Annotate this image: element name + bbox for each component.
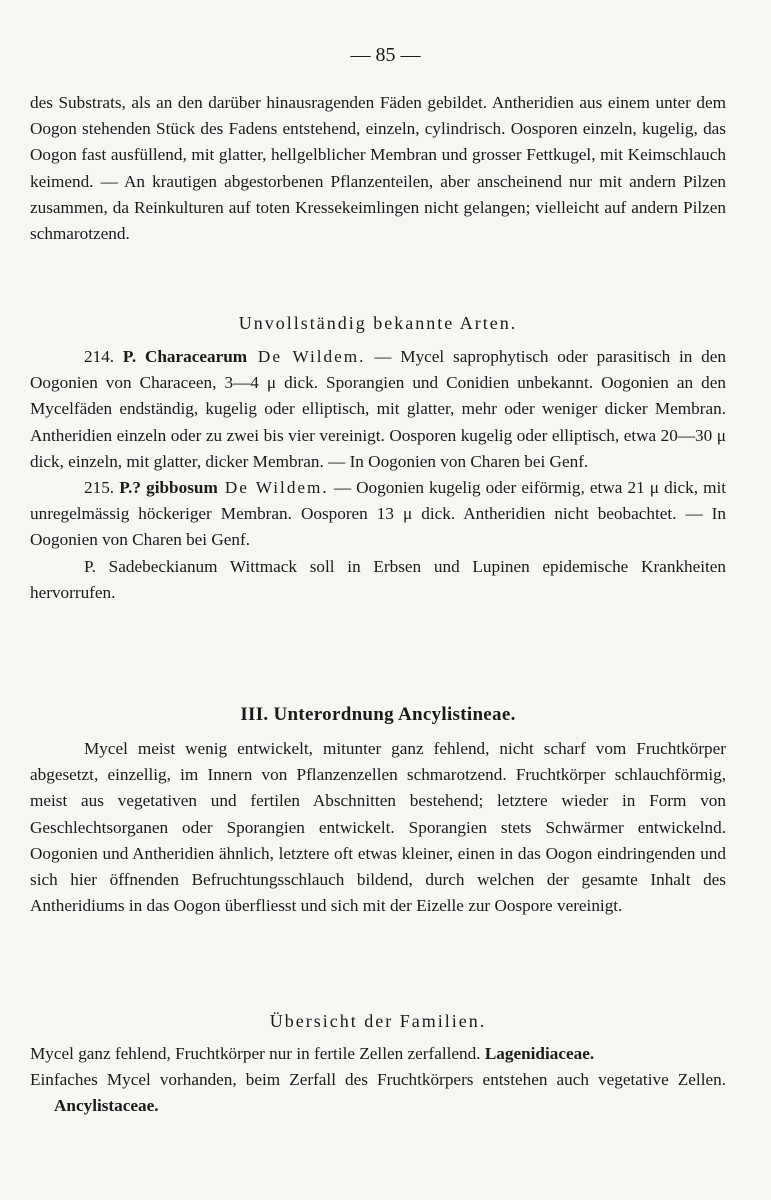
species-215-number: 215. [84, 478, 120, 498]
species-214-number: 214. [84, 347, 123, 366]
species-214-author: De Wildem. [247, 347, 366, 366]
species-215-author: De Wildem. [217, 478, 329, 498]
species-215-description: — Oogonien kugelig oder eiförmig, etwa 21 μ dick, mit unregelmässig höckeriger Membran. Oosporen 13 μ dick. Antheridien nicht beobachtet. — In Oogonien von Charen bei Genf. [30, 478, 727, 550]
page-number: — 85 — [350, 44, 421, 66]
family-key [30, 1041, 726, 1120]
species-214-entry [30, 344, 726, 606]
paragraph-text: des Substrats, als an den darüber hinausragenden Fäden gebildet. Antheridien aus einem unter dem Oogon stehenden Stück des Fadens entstehend, einzeln, cylindrisch. Oosporen einzeln, kugelig, das Oogon fast ausfüllend, mit glatter, hellgelblicher Membran und grosser Fettkugel, mit Keimschlauch keimend. — An krautigen abgestorbenen Pflanzenteilen, aber anscheinend nur mit andern Pilzen zusammen, da Reinkulturen auf toten Kressekeimlingen nicht gelangen; vielleicht auf andern Pilzen schmarotzend. [30, 93, 726, 244]
key-entry-2-family: Ancylistaceae. [54, 1096, 159, 1116]
sadebeck-note: P. Sadebeckianum Wittmack soll in Erbsen und Lupinen epidemische Krankheiten hervorrufen. [30, 556, 726, 602]
key-entry-1 [30, 1041, 726, 1067]
order-heading-text: III. Unterordnung Ancylistineae. [240, 704, 516, 725]
species-215-name: P.? gibbosum [119, 478, 218, 498]
family-overview-title-text: Übersicht der Familien. [269, 1011, 487, 1031]
species-214-name: P. Characearum [122, 347, 248, 366]
species-214-description: — Mycel saprophytisch oder parasitisch in den Oogonien von Characeen, 3—4 μ dick. Sporangien und Conidien unbekannt. Oogonien an den Mycelfäden endständig, kugelig oder elliptisch, mit glatter, mehr oder weniger dicker Membran. Antheridien einzeln oder zu zwei bis vier vereinigt. Oosporen kugelig oder elliptisch, etwa 20—30 μ dick, einzeln, mit glatter, dicker Membran. — In Oogonien von Charen bei Genf. [30, 347, 727, 471]
key-entry-1-text: Mycel ganz fehlend, Fruchtkörper nur in fertile Zellen zerfallend. [30, 1044, 485, 1063]
key-entry-2 [30, 1067, 726, 1119]
section-heading-incomplete [30, 310, 726, 336]
key-entry-2-text: Einfaches Mycel vorhanden, beim Zerfall des Fruchtkörpers entstehen auch vegetative Zellen. [30, 1070, 726, 1090]
paragraph-continuation [30, 90, 726, 247]
order-description [30, 736, 726, 919]
order-description-text: Mycel meist wenig entwickelt, mitunter ganz fehlend, nicht scharf vom Fruchtkörper abgesetzt, einzellig, im Innern von Pflanzenzellen schmarotzend. Fruchtkörper schlauchförmig, meist aus vegetativen und fertilen Abschnitten bestehend; letztere wieder in Form von Geschlechtsorganen oder Sporangien entwickelt. Sporangien stets Schwärmer entwickelnd. Oogonien und Antheridien ähnlich, letztere oft etwas kleiner, einen in das Oogon eindringenden und sich hier öffnenden Befruchtungsschlauch bildend, durch welchen der gesamte Inhalt des Antheridiums in das Oogon überfliesst und sich mit der Eizelle zur Oospore vereinigt. [30, 739, 726, 916]
key-entry-1-family: Lagenidiaceae. [484, 1044, 595, 1063]
section-heading-text: Unvollständig bekannte Arten. [238, 313, 518, 333]
order-heading [30, 702, 726, 728]
family-overview-title [30, 1008, 726, 1034]
species-215-paragraph [30, 475, 726, 554]
species-214-paragraph [30, 344, 726, 475]
